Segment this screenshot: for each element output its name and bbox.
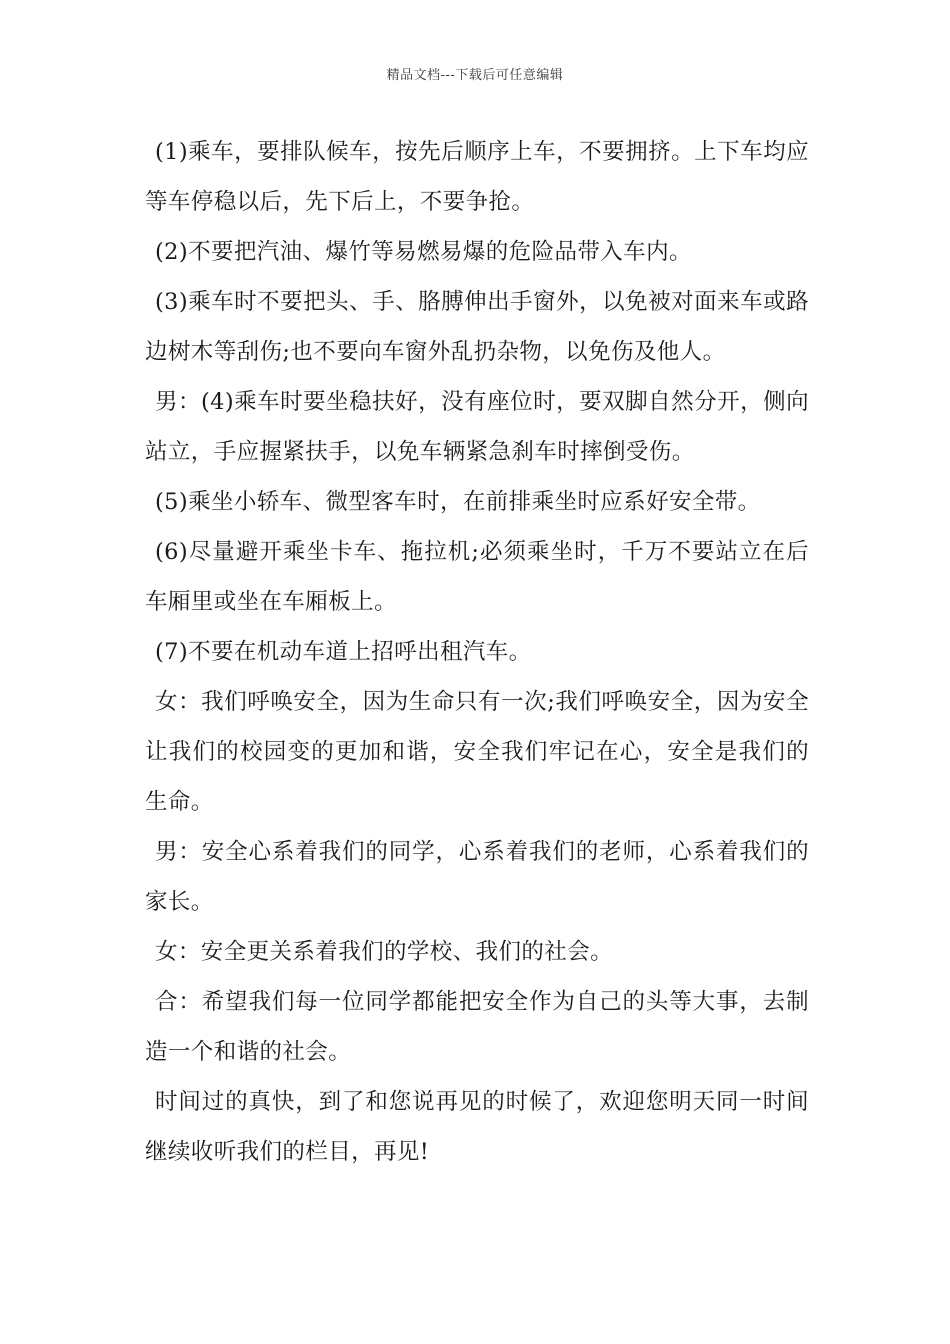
- paragraph-11: 合：希望我们每一位同学都能把安全作为自己的头等大事，去制造一个和谐的社会。: [145, 989, 809, 1065]
- paragraph-6: (6)尽量避开乘坐卡车、拖拉机;必须乘坐时，千万不要站立在后车厢里或坐在车厢板上。: [145, 539, 809, 615]
- paragraph-1: (1)乘车，要排队候车，按先后顺序上车，不要拥挤。上下车均应等车停稳以后，先下后上，不要争抢。: [145, 139, 809, 215]
- paragraph-3: (3)乘车时不要把头、手、胳膊伸出手窗外，以免被对面来车或路边树木等刮伤;也不要向车窗外乱扔杂物，以免伤及他人。: [145, 289, 809, 365]
- document-body: [145, 127, 809, 1177]
- paragraph-7: (7)不要在机动车道上招呼出租汽车。: [155, 639, 532, 665]
- paragraph-4: 男：(4)乘车时要坐稳扶好，没有座位时，要双脚自然分开，侧向站立，手应握紧扶手，以免车辆紧急刹车时摔倒受伤。: [145, 389, 809, 465]
- paragraph-9: 男：安全心系着我们的同学，心系着我们的老师，心系着我们的家长。: [145, 839, 809, 915]
- paragraph-12: 时间过的真快，到了和您说再见的时候了，欢迎您明天同一时间继续收听我们的栏目，再见!: [145, 1089, 809, 1165]
- page-header: 精品文档---下载后可任意编辑: [386, 68, 564, 83]
- paragraph-5: (5)乘坐小轿车、微型客车时，在前排乘坐时应系好安全带。: [155, 489, 761, 515]
- paragraph-8: 女：我们呼唤安全，因为生命只有一次;我们呼唤安全，因为安全让我们的校园变的更加和谐，安全我们牢记在心，安全是我们的生命。: [145, 689, 809, 815]
- paragraph-10: 女：安全更关系着我们的学校、我们的社会。: [155, 939, 614, 965]
- paragraph-2: (2)不要把汽油、爆竹等易燃易爆的危险品带入车内。: [155, 239, 692, 265]
